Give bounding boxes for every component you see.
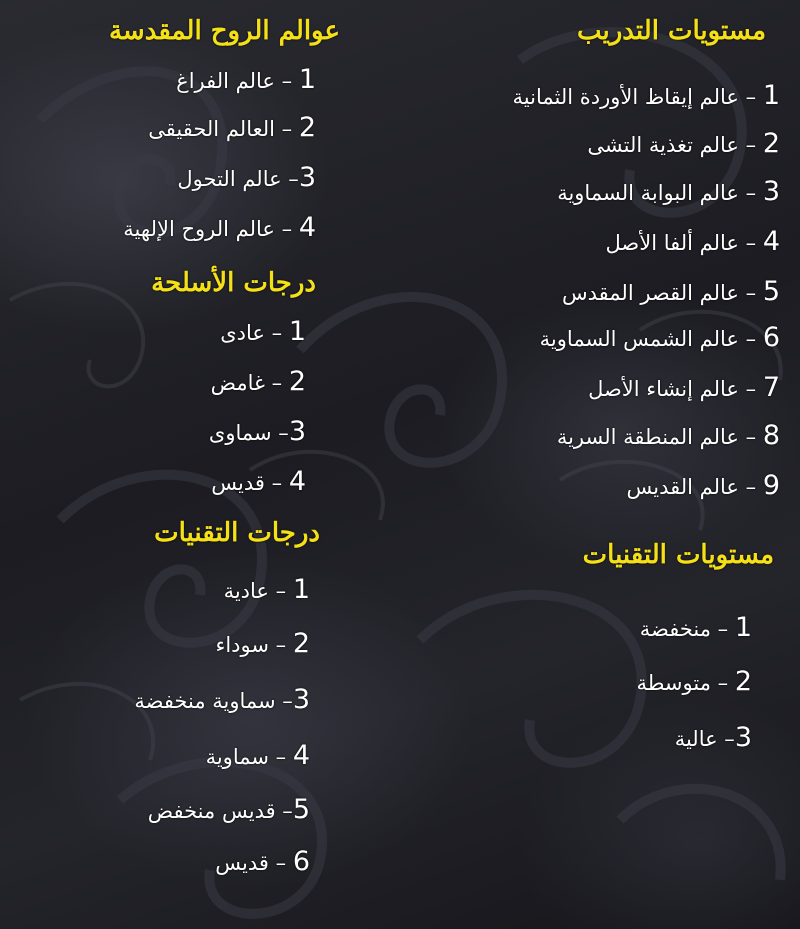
training-item: 5 – عالم القصر المقدس bbox=[562, 276, 780, 307]
technique-level-item: 3– عالية bbox=[674, 722, 752, 753]
realm-item: 4 – عالم الروح الإلهية bbox=[123, 212, 316, 243]
training-item: 9 – عالم القديس bbox=[626, 470, 780, 501]
realm-item: 3– عالم التحول bbox=[177, 162, 316, 193]
training-item: 3 – عالم البوابة السماوية bbox=[557, 176, 780, 207]
training-item: 2 – عالم تغذية التشى bbox=[587, 128, 780, 159]
technique-grade-item: 3– سماوية منخفضة bbox=[134, 684, 310, 715]
technique-grade-item: 6 – قديس bbox=[215, 846, 310, 877]
technique-level-item: 2 – متوسطة bbox=[636, 666, 752, 697]
holy-spirit-realms-heading: عوالم الروح المقدسة bbox=[108, 16, 340, 46]
technique-grade-item: 4 – سماوية bbox=[205, 740, 310, 771]
technique-grade-item: 5– قديس منخفض bbox=[147, 794, 310, 825]
training-item: 1 – عالم إيقاظ الأوردة الثمانية bbox=[512, 80, 780, 111]
technique-level-item: 1 – منخفضة bbox=[639, 612, 752, 643]
weapon-grade-item: 3– سماوى bbox=[208, 416, 306, 447]
technique-grade-item: 1 – عادية bbox=[223, 574, 310, 605]
training-item: 6 – عالم الشمس السماوية bbox=[539, 322, 780, 353]
training-item: 7 – عالم إنشاء الأصل bbox=[588, 372, 780, 403]
technique-grades-heading: درجات التقنيات bbox=[154, 518, 320, 548]
training-item: 8 – عالم المنطقة السرية bbox=[556, 420, 780, 451]
technique-grade-item: 2 – سوداء bbox=[215, 628, 310, 659]
weapon-grade-item: 1 – عادى bbox=[220, 316, 306, 347]
weapon-grades-heading: درجات الأسلحة bbox=[151, 268, 316, 298]
realm-item: 2 – العالم الحقيقى bbox=[148, 112, 316, 143]
realm-item: 1 – عالم الفراغ bbox=[176, 64, 316, 95]
weapon-grade-item: 2 – غامض bbox=[210, 366, 306, 397]
training-levels-heading: مستويات التدريب bbox=[576, 16, 766, 46]
technique-levels-heading: مستويات التقنيات bbox=[582, 540, 774, 570]
weapon-grade-item: 4 – قديس bbox=[211, 466, 306, 497]
training-item: 4 – عالم ألفا الأصل bbox=[605, 226, 780, 257]
